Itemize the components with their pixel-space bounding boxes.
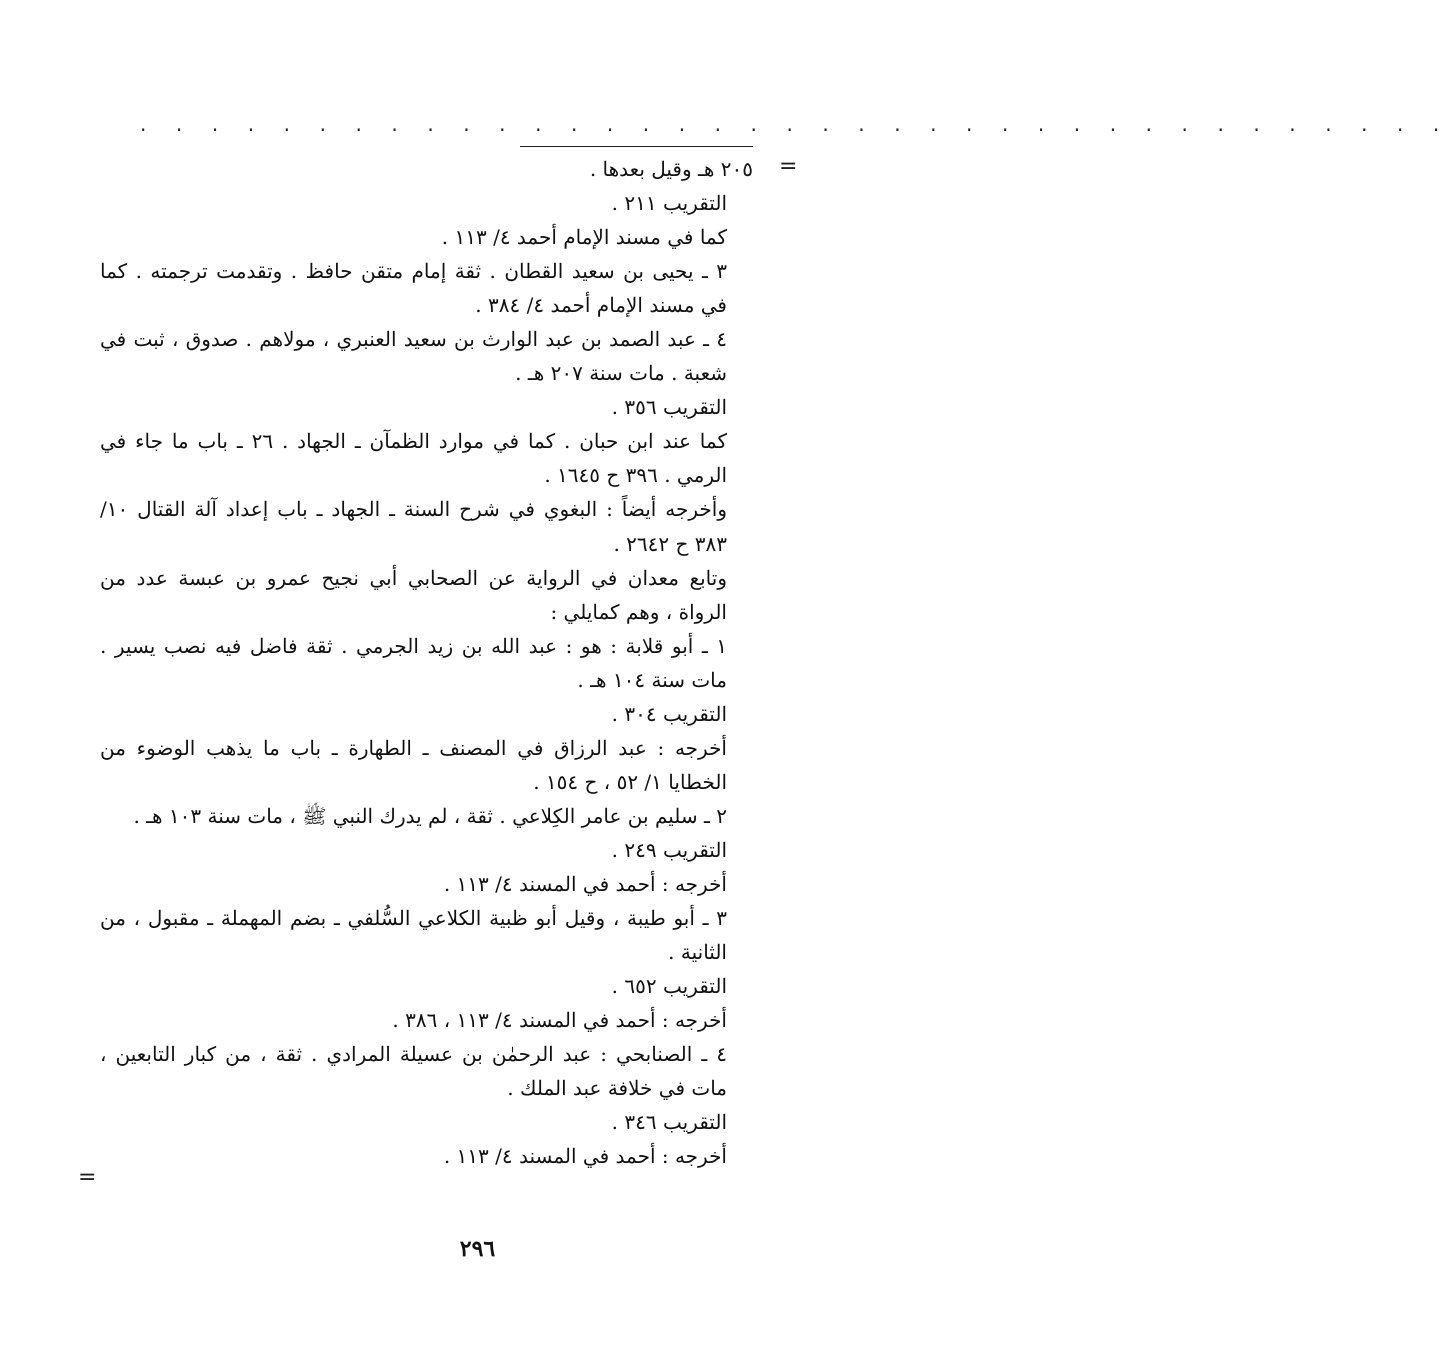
paragraph: وتابع معدان في الرواية عن الصحابي أبي نجيح عمرو بن عبسة عدد من الرواة ، وهم كمايلي : bbox=[100, 565, 727, 624]
continuation-mark-bottom: = bbox=[78, 1165, 97, 1190]
paragraph: أخرجه : أحمد في المسند ٤/ ١١٣ ، ٣٨٦ . bbox=[392, 1008, 727, 1033]
paragraph: التقريب ٦٥٢ . bbox=[611, 974, 727, 999]
paragraph: التقريب ٣٤٦ . bbox=[611, 1110, 727, 1135]
paragraph: كما في مسند الإمام أحمد ٤/ ١١٣ . bbox=[441, 225, 727, 250]
paragraph: ١ ـ أبو قلابة : هو : عبد الله بن زيد الجرمي . ثقة فاضل فيه نصب يسير . مات سنة ١٠٤ هـ . bbox=[100, 633, 727, 692]
paragraph: التقريب ٢٤٩ . bbox=[611, 837, 727, 862]
paragraph: أخرجه : أحمد في المسند ٤/ ١١٣ . bbox=[443, 871, 727, 896]
paragraph: كما عند ابن حبان . كما في موارد الظمآن ـ الجهاد . ٢٦ ـ باب ما جاء في الرمي . ٣٩٦ ح ١٦٤٥ . bbox=[100, 429, 727, 488]
footnote-rule bbox=[520, 146, 753, 147]
paragraph: التقريب ٣٠٤ . bbox=[611, 701, 727, 726]
separator-dots: . . . . . . . . . . . . . . . . . . . . . . . . . . . . . . . . . . . . . bbox=[140, 112, 1451, 136]
paragraph: وأخرجه أيضاً : البغوي في شرح السنة ـ الجهاد ـ باب إعداد آلة القتال ١٠/ ٣٨٣ ح ٢٦٤٢ . bbox=[100, 497, 727, 556]
paragraph: التقريب ٣٥٦ . bbox=[611, 395, 727, 420]
paragraph: ٤ ـ الصنابحي : عبد الرحمٰن بن عسيلة المرادي . ثقة ، من كبار التابعين ، مات في خلافة عبد الملك . bbox=[100, 1042, 727, 1101]
paragraph: أخرجه : عبد الرزاق في المصنف ـ الطهارة ـ باب ما يذهب الوضوء من الخطايا ١/ ٥٢ ، ح ١٥٤ . bbox=[100, 735, 727, 794]
paragraph: ٣ ـ أبو طيبة ، وقيل أبو ظبية الكلاعي السُّلفي ـ بضم المهملة ـ مقبول ، من الثانية . bbox=[100, 906, 727, 965]
page-number: ٢٩٦ bbox=[459, 1236, 496, 1262]
paragraph: ٢ ـ سليم بن عامر الكِلاعي . ثقة ، لم يدرك النبي ﷺ ، مات سنة ١٠٣ هـ . bbox=[133, 803, 727, 828]
paragraph: أخرجه : أحمد في المسند ٤/ ١١٣ . bbox=[443, 1144, 727, 1169]
paragraph: ٢٠٥ هـ وقيل بعدها . bbox=[589, 157, 753, 181]
paragraph: ٣ ـ يحيى بن سعيد القطان . ثقة إمام متقن حافظ . وتقدمت ترجمته . كما في مسند الإمام أحمد ٤/ ٣٨٤ . bbox=[100, 259, 727, 318]
continuation-mark-top: = bbox=[779, 154, 798, 179]
footnote-text bbox=[100, 152, 753, 1173]
paragraph: التقريب ٢١١ . bbox=[611, 191, 727, 216]
paragraph: ٤ ـ عبد الصمد بن عبد الوارث بن سعيد العنبري ، مولاهم . صدوق ، ثبت في شعبة . مات سنة ٢٠٧ هـ . bbox=[100, 327, 727, 386]
